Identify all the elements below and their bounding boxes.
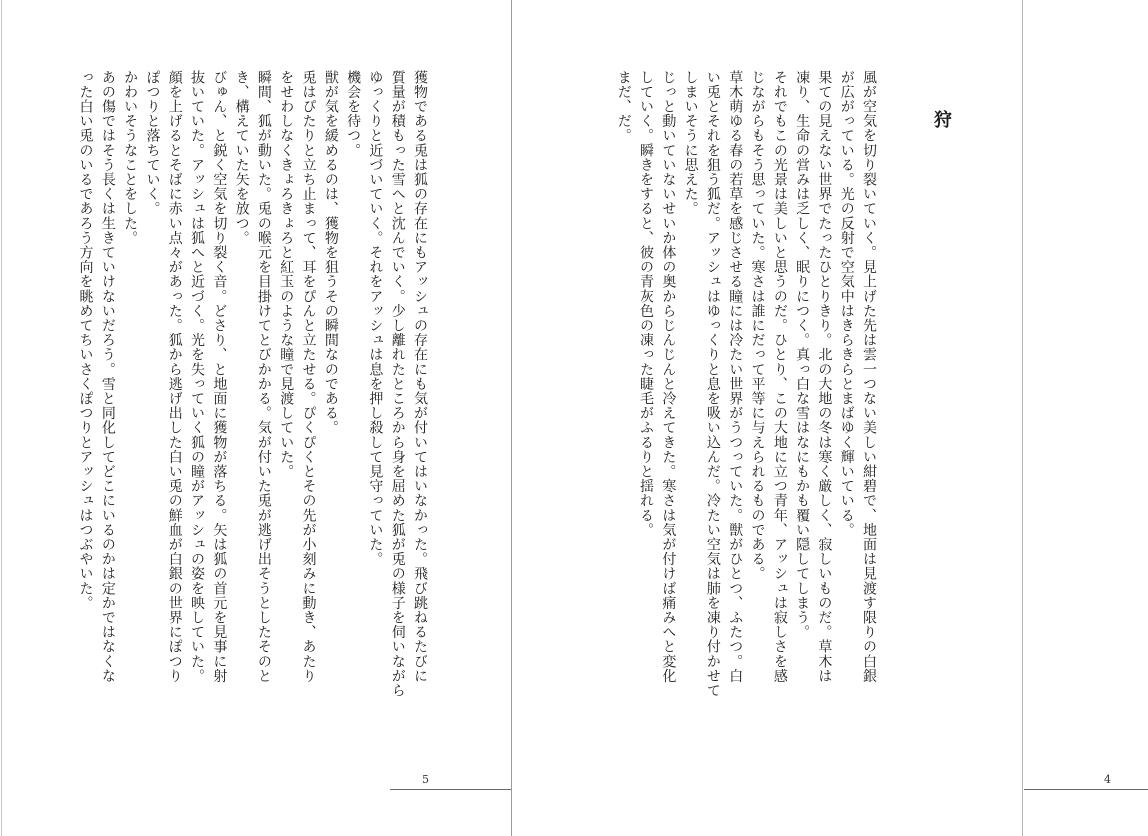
text-line: 質量が積もった雪へと沈んでいく。少し離れたところから身を屈めた狐が兎の様子を伺いながら	[389, 70, 406, 698]
text-line: 風が空気を切り裂いていく。見上げた先は雲一つない美しい紺碧で、地面は見渡す限りの白銀	[861, 70, 877, 684]
text-line: まだ、だ。	[615, 70, 632, 143]
text-line: 抜いていた。アッシュは狐へと近づく。光を失っていく狐の瞳がアッシュの姿を映していた。	[189, 70, 206, 684]
text-line: あの傷ではそう長くは生きていけないだろう。雪と同化してどこにいるのかは定かではなくな	[99, 70, 116, 684]
right-page	[512, 0, 1111, 836]
text-line: い兎とそれを狙う狐だ。アッシュはゆっくりと息を吸い込んだ。冷たい空気は肺を凍り付かせて	[704, 70, 721, 698]
text-line: ぽつりと落ちていく。	[144, 70, 161, 216]
text-line: じながらもそう思っていた。寒さは誰にだって平等に与えられるものである。	[749, 70, 766, 581]
text-line: が広がっている。光の反射で空気中はきらきらとまばゆく輝いている。	[838, 70, 855, 538]
text-line: き、構えていた矢を放つ。	[233, 70, 250, 246]
folio-rule	[390, 789, 511, 790]
text-line: 獲物である兎は狐の存在にもアッシュの存在にも気が付いてはいなかった。飛び跳ねるたびに	[412, 70, 428, 684]
left-page-body	[74, 70, 431, 760]
text-line: 兎はぴたりと立ち止まって、耳をぴんと立たせる。ぴくぴくとその先が小刻みに動き、あたり	[300, 70, 317, 684]
text-line: していく。瞬きをすると、彼の青灰色の凍った睫毛がふるりと揺れる。	[638, 70, 655, 538]
text-line: 果ての見えない世界でたったひとりきり。北の大地の冬は寒く厳しく、寂しいものだ。草木は	[816, 70, 833, 684]
text-line: 瞬間、狐が動いた。兎の喉元を目掛けてとびかかる。気が付いた兎が逃げ出そうとしたそのと	[255, 70, 272, 684]
text-line: 機会を待つ。	[345, 70, 362, 158]
page-number: 4	[1104, 773, 1111, 786]
text-line: ゆっくりと近づいていく。それをアッシュは息を押し殺して見守っていた。	[367, 70, 384, 567]
text-line: 凍り、生命の営みは乏しく、眠りにつく。真っ白な雪はなにもかも覆い隠してしまう。	[794, 70, 811, 640]
left-page	[0, 0, 511, 836]
text-line: それでもこの光景は美しいと思うのだ。ひとり、この大地に立つ青年、アッシュは寂しさを感	[771, 70, 788, 684]
right-page-body	[612, 70, 880, 760]
text-line: しまいそうに思えた。	[682, 70, 699, 216]
text-line: かわいそうなことをした。	[122, 70, 139, 246]
text-line: びゅん、と鋭く空気を切り裂く音。どさり、と地面に獲物が落ちる。矢は狐の首元を見事に射	[211, 70, 228, 684]
text-line: った白い兎のいるであろう方向を眺めてちいさくぽつりとアッシュはつぶやいた。	[77, 70, 94, 611]
text-line: 顔を上げるとそばに赤い点々があった。狐から逃げ出した白い兎の鮮血が白銀の世界にぽつり	[166, 70, 183, 684]
page-number: 5	[422, 773, 429, 786]
text-line: 獣が気を緩めるのは、獲物を狙うその瞬間なのである。	[322, 70, 339, 435]
folio-rule	[1024, 789, 1148, 790]
text-line: じっと動いていないせいか体の奥からじんじんと冷えてきた。寒さは気が付けば痛みへと変化	[660, 70, 677, 684]
text-line: をせわしなくきょろきょろと紅玉のような瞳で見渡していた。	[278, 70, 295, 479]
text-line: 草木萌ゆる春の若草を感じさせる瞳には冷たい世界がうつっていた。獣がひとつ、ふたつ。白	[727, 70, 744, 684]
chapter-title: 狩	[931, 110, 952, 130]
